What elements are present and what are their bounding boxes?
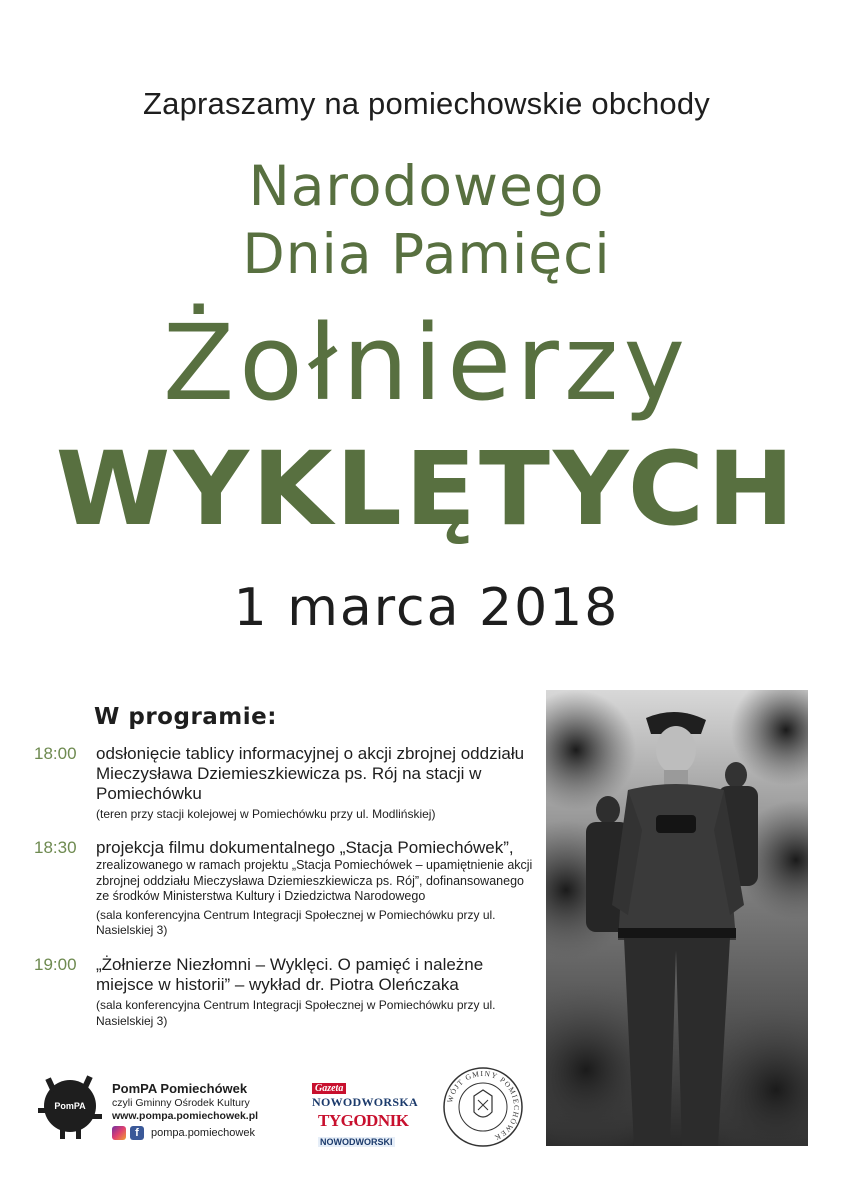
invite-line: Zapraszamy na pomiechowskie obchody [143,86,710,121]
program-time: 18:00 [34,744,77,763]
program-body [96,838,536,939]
instagram-icon[interactable] [112,1126,126,1140]
tygodnik-nowodworski-logo [318,1111,409,1149]
program-heading: W programie: [94,704,277,730]
program-time: 18:30 [34,838,77,857]
program-time: 19:00 [34,955,77,974]
pompa-logo [34,1068,106,1140]
photo-illustration [546,690,808,1146]
title-line-3: Żołnierzy [162,302,691,424]
wojt-seal [442,1066,524,1148]
event-date: 1 marca 2018 [233,578,620,638]
social-handle: pompa.pomiechowek [151,1127,255,1139]
gazeta-nowodworska-logo [312,1076,418,1110]
org-name: PomPA Pomiechówek [112,1081,248,1096]
org-subtitle: czyli Gminny Ośrodek Kultury [112,1097,250,1109]
program-detail: zrealizowanego w ramach projektu „Stacja Pomiechówek – upamiętnienie akcji zbrojnej oddziału Mieczysława Dziemieszkiewicza ps. Rój”, dofinansowanego ze środków Ministerstwa Kultury i Dziedzictwa Narodowego [96,858,533,903]
gazeta-logo-small: Gazeta [312,1083,346,1094]
svg-text:WÓJT GMINY POMIECHÓWEK: WÓJT GMINY POMIECHÓWEK [445,1068,522,1143]
title-line-4: WYKLĘTYCH [55,430,798,549]
program-note: (sala konferencyjna Centrum Integracji Społecznej w Pomiechówku przy ul. Nasielskiej 3) [96,998,496,1028]
tygodnik-logo-big: TYGODNIK [318,1111,409,1130]
seal-graphic [442,1066,524,1148]
program-main: projekcja filmu dokumentalnego „Stacja Pomiechówek”, [96,838,514,857]
program-note: (teren przy stacji kolejowej w Pomiechówku przy ul. Modlińskiej) [96,807,436,821]
title-line-1: Narodowego [248,154,605,218]
org-website: www.pompa.pomiechowek.pl [112,1110,259,1122]
gazeta-logo-big: NOWODWORSKA [312,1095,418,1109]
historical-photo [546,690,808,1146]
facebook-icon[interactable]: f [130,1126,144,1140]
program-main: „Żołnierze Niezłomni – Wyklęci. O pamięć i należne miejsce w historii” – wykład dr. Piotra Oleńczaka [96,955,484,994]
program-main: odsłonięcie tablicy informacyjnej o akcji zbrojnej oddziału Mieczysława Dziemieszkiewicza ps. Rój na stacji w Pomiechówku [96,744,525,803]
social-links [112,1125,255,1141]
program-note: (sala konferencyjna Centrum Integracji Społecznej w Pomiechówku przy ul. Nasielskiej 3) [96,907,496,937]
pompa-logo-text: PomPA [54,1101,86,1111]
title-line-2: Dnia Pamięci [242,222,611,286]
program-body [96,955,536,1029]
tygodnik-logo-small: NOWODWORSKI [320,1137,393,1147]
program-body [96,744,536,823]
